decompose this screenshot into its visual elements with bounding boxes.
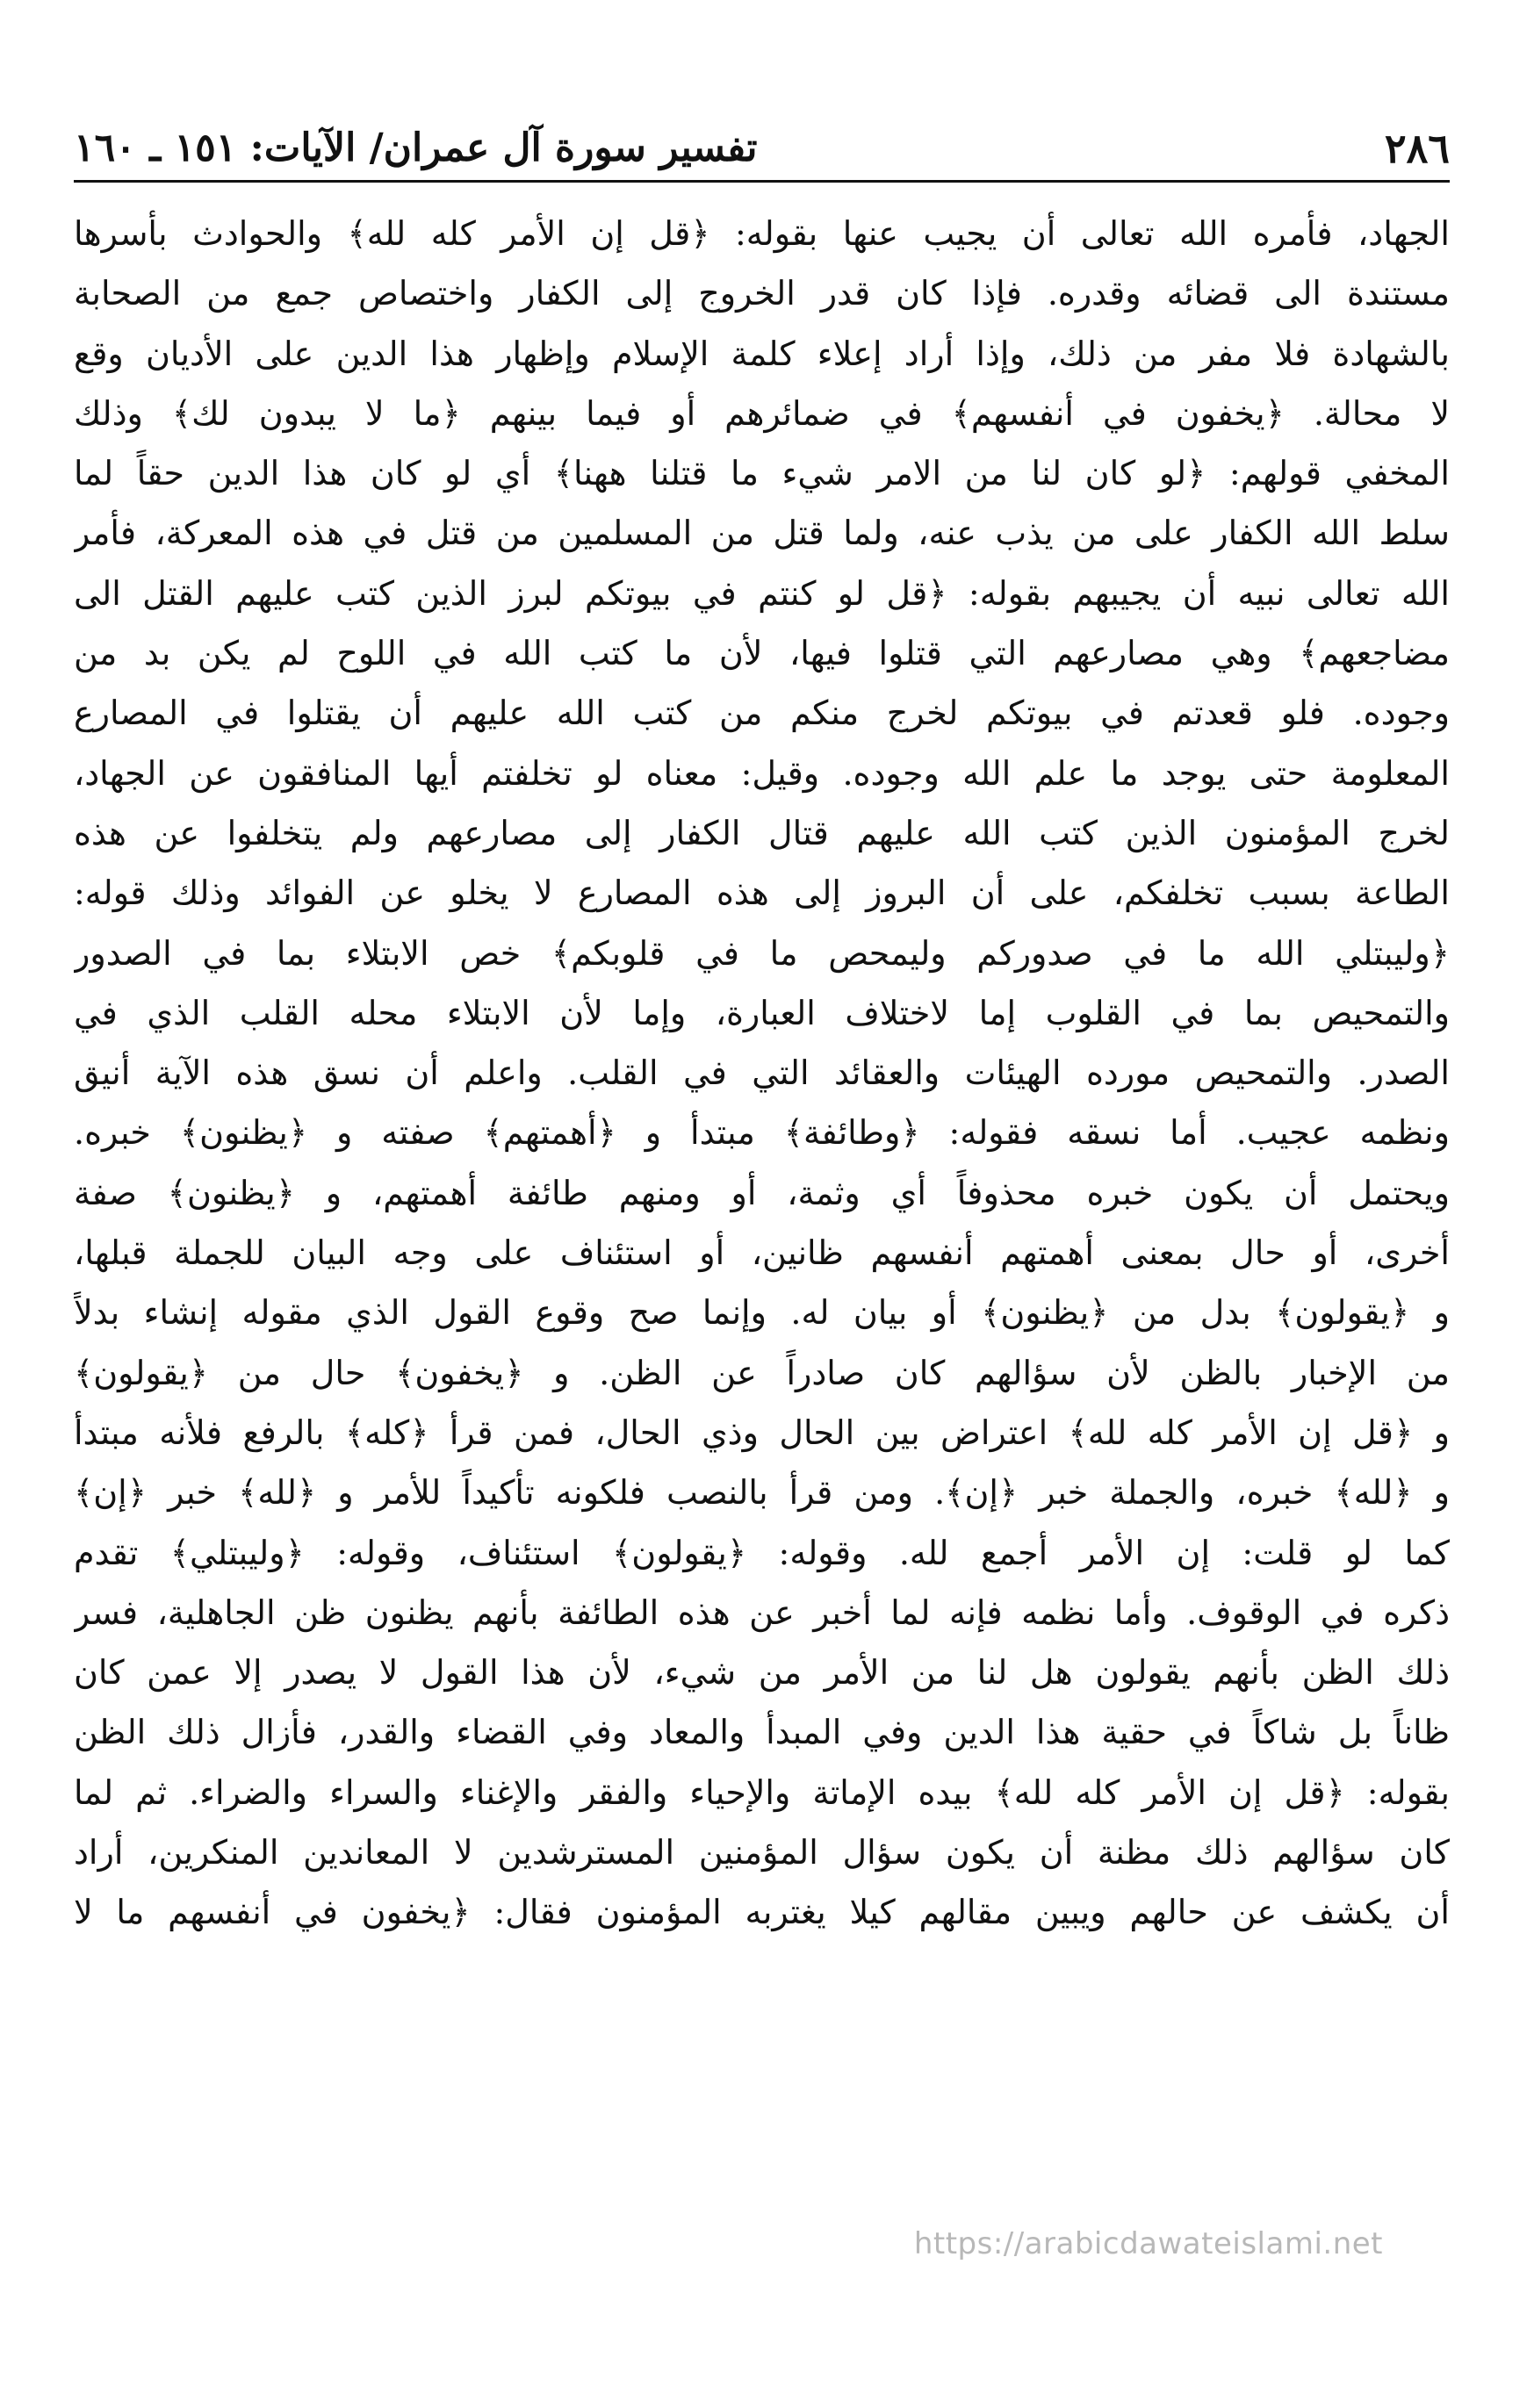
text-line: بالشهادة فلا مفر من ذلك، وإذا أراد إعلاء كلمة الإسلام وإظهار هذا الدين على الأديان وقع [74,334,1450,373]
text-line: وجوده. فلو قعدتم في بيوتكم لخرج منكم من كتب الله عليهم أن يقتلوا في المصارع [74,694,1450,733]
text-line: لا محالة. ﴿يخفون في أنفسهم﴾ في ضمائرهم أو فيما بينهم ﴿ما لا يبدون لك﴾ وذلك [74,393,1450,433]
text-line: والتمحيص بما في القلوب إما لاختلاف العبارة، وإما لأن الابتلاء محله القلب الذي في [74,993,1450,1032]
text-line: الصدر. والتمحيص مورده الهيئات والعقائد التي في القلب. واعلم أن نسق هذه الآية أنيق [74,1053,1450,1093]
text-line: و ﴿لله﴾ خبره، والجملة خبر ﴿إن﴾. ومن قرأ بالنصب فلكونه تأكيداً للأمر و ﴿لله﴾ خبر ﴿إن﴾ [74,1473,1450,1513]
text-line: الله تعالى نبيه أن يجيبهم بقوله: ﴿قل لو كنتم في بيوتكم لبرز الذين كتب عليهم القتل الى [74,573,1450,613]
watermark-url: https://arabicdawateislami.net [913,2226,1383,2261]
text-line: مستندة الى قضائه وقدره. فإذا كان قدر الخروج إلى الكفار واختصاص جمع من الصحابة [74,274,1450,313]
text-line: كما لو قلت: إن الأمر أجمع لله. وقوله: ﴿يقولون﴾ استئناف، وقوله: ﴿وليبتلي﴾ تقدم [74,1533,1450,1572]
text-line: ظاناً بل شاكاً في حقية هذا الدين وفي المبدأ والمعاد وفي القضاء والقدر، فأزال ذلك الظن [74,1713,1450,1752]
running-title: تفسير سورة آل عمران/ الآيات: ١٥١ ـ ١٦٠ [74,126,758,170]
text-line: كان سؤالهم ذلك مظنة أن يكون سؤال المؤمنين المسترشدين لا المعاندين المنكرين، أراد [74,1833,1450,1872]
text-line: ذكره في الوقوف. وأما نظمه فإنه لما أخبر عن هذه الطائفة بأنهم يظنون ظن الجاهلية، فسر [74,1592,1450,1632]
text-line: و ﴿قل إن الأمر كله لله﴾ اعتراض بين الحال وذي الحال، فمن قرأ ﴿كله﴾ بالرفع فلأنه مبتدأ [74,1412,1450,1452]
text-line: الجهاد، فأمره الله تعالى أن يجيب عنها بقوله: ﴿قل إن الأمر كله لله﴾ والحوادث بأسرها [74,214,1450,253]
page-number: ٢٨٦ [1384,125,1450,172]
text-line: سلط الله الكفار على من يذب عنه، ولما قتل من المسلمين من قتل في هذه المعركة، فأمر [74,514,1450,553]
text-line: ويحتمل أن يكون خبره محذوفاً أي وثمة، أو ومنهم طائفة أهمتهم، و ﴿يظنون﴾ صفة [74,1173,1450,1212]
text-line: ونظمه عجيب. أما نسقه فقوله: ﴿وطائفة﴾ مبتدأ و ﴿أهمتهم﴾ صفته و ﴿يظنون﴾ خبره. [74,1113,1450,1153]
text-line: مضاجعهم﴾ وهي مصارعهم التي قتلوا فيها، لأن ما كتب الله في اللوح لم يكن بد من [74,634,1450,673]
text-line: المخفي قولهم: ﴿لو كان لنا من الامر شيء ما قتلنا ههنا﴾ أي لو كان هذا الدين حقاً لما [74,454,1450,493]
body-text [74,204,1450,2240]
text-line: بقوله: ﴿قل إن الأمر كله لله﴾ بيده الإماتة والإحياء والفقر والإغناء والسراء والضراء. ثم لما [74,1772,1450,1812]
text-line: ﴿وليبتلي الله ما في صدوركم وليمحص ما في قلوبكم﴾ خص الابتلاء بما في الصدور [74,933,1450,973]
text-line: ذلك الظن بأنهم يقولون هل لنا من الأمر من شيء، لأن هذا القول لا يصدر إلا عمن كان [74,1653,1450,1693]
text-line: المعلومة حتى يوجد ما علم الله وجوده. وقيل: معناه لو تخلفتم أيها المنافقون عن الجهاد، [74,753,1450,793]
text-line: أخرى، أو حال بمعنى أهمتهم أنفسهم ظانين، أو استئناف على وجه البيان للجملة قبلها، [74,1233,1450,1273]
text-line: أن يكشف عن حالهم ويبين مقالهم كيلا يغتربه المؤمنون فقال: ﴿يخفون في أنفسهم ما لا [74,1893,1450,1932]
text-line: الطاعة بسبب تخلفكم، على أن البروز إلى هذه المصارع لا يخلو عن الفوائد وذلك قوله: [74,873,1450,913]
text-line: لخرج المؤمنون الذين كتب الله عليهم قتال الكفار إلى مصارعهم ولم يتخلفوا عن هذه [74,813,1450,852]
text-line: و ﴿يقولون﴾ بدل من ﴿يظنون﴾ أو بيان له. وإنما صح وقوع القول الذي مقوله إنشاء بدلاً [74,1293,1450,1333]
text-line: من الإخبار بالظن لأن سؤالهم كان صادراً عن الظن. و ﴿يخفون﴾ حال من ﴿يقولون﴾ [74,1353,1450,1392]
page-header [74,119,1450,183]
